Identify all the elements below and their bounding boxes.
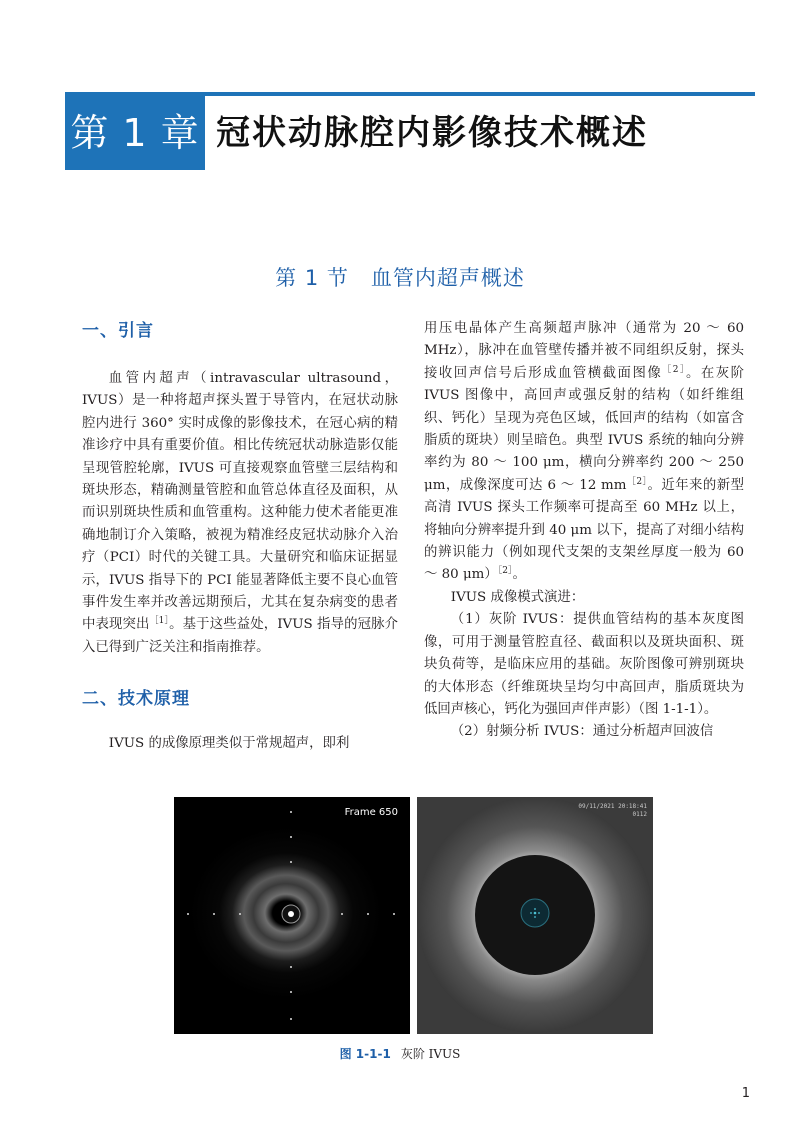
frame-label: Frame 650 (344, 807, 398, 818)
ivus-image-right-graphic (417, 797, 653, 1034)
citation-2a[interactable]: ［2］ (662, 364, 686, 375)
heading-introduction: 一、引言 (82, 321, 154, 341)
figure-1-1-1 (174, 797, 652, 1034)
principle-paragraph: IVUS 的成像原理类似于常规超声，即利 (108, 736, 350, 752)
image-timestamp: 09/11/2021 20:18:41 0112 (578, 803, 647, 818)
page-number: 1 (741, 1086, 750, 1101)
ivus-image-right (417, 797, 653, 1034)
citation-1[interactable]: ［1］ (149, 616, 170, 627)
figure-caption (0, 1045, 800, 1062)
rf-ivus-paragraph: （2）射频分析 IVUS：通过分析超声回波信 (450, 724, 714, 740)
principle-paragraph-cont: 用压电晶体产生高频超声脉冲（通常为 20 ～ 60 MHz），脉冲在血管壁传播并被不同组织反射，探头接收回声信号后形成血管横截面图像$^{[2]}$。在灰阶 IVUS 图像中，高回声或强反射的结构（如纤维组织、钙化）呈现为亮色区域，低回声的结构（如富含脂质的斑块）则呈暗色。典型 IVUS 系统的轴向分辨率约为 80 ～ 100 μm，横向分辨率约 200 ～ 250 μm，成像深度可达 6 ～ 12 $mm^{[2]}$。近年来的新型高清 IVUS 探头工作频率可提高至 60 MHz 以上，将轴向分辨率提升到 40 μm 以下，提高了对细小结构的辨识能力（例如现代支架的支架丝厚度一般为 60 ～ 80 μm）$^{[2]}$。 (424, 321, 745, 583)
chapter-label: 第 1 章 (65, 96, 205, 170)
citation-2b[interactable]: ［2］ (626, 476, 648, 487)
ivus-image-left (174, 797, 410, 1034)
citation-2c[interactable]: ［2］ (497, 566, 513, 577)
left-column (82, 318, 398, 756)
intro-paragraph: 血管内超声（intravascular ultrasound，IVUS）是一种将超声探头置于导管内，在冠状动脉腔内进行 360° 实时成像的影像技术，在冠心病的精准诊疗中具有重要价值。相比传统冠状动脉造影仅能呈现管腔轮廓，IVUS 可直接观察血管壁三层结构和斑块形态，精确测量管腔和血管总体直径及面积，从而识别斑块性质和血管重构。这种能力使术者能更准确地制订介入策略，被视为精准经皮冠状动脉介入治疗（PCI）时代的关键工具。大量研究和临床证据显示，IVUS 指导下的 PCI 能显著降低主要不良心血管事件发生率并改善远期预后，尤其在复杂病变的患者中表现突出$^{[1]}$。基于这些益处，IVUS 指导的冠脉介入已得到广泛关注和指南推荐。 (82, 371, 398, 655)
ivus-image-left-graphic (174, 797, 410, 1034)
section-title: 第 1 节 血管内超声概述 (275, 266, 525, 290)
heading-principle: 二、技术原理 (82, 689, 190, 710)
chapter-title: 冠状动脉腔内影像技术概述 (216, 113, 648, 153)
caption-number: 图 1-1-1 (339, 1047, 391, 1061)
caption-text: 灰阶 IVUS (400, 1047, 461, 1061)
modes-intro: IVUS 成像模式演进： (450, 589, 585, 605)
grayscale-ivus-paragraph: （1）灰阶 IVUS：提供血管结构的基本灰度图像，可用于测量管腔直径、截面积以及斑块面积、斑块负荷等，是临床应用的基础。灰阶图像可辨别斑块的大体形态（纤维斑块呈均匀中高回声，脂质斑块为低回声核心，钙化为强回声伴声影）（图 1-1-1）。 (424, 612, 744, 717)
right-column (424, 318, 744, 744)
